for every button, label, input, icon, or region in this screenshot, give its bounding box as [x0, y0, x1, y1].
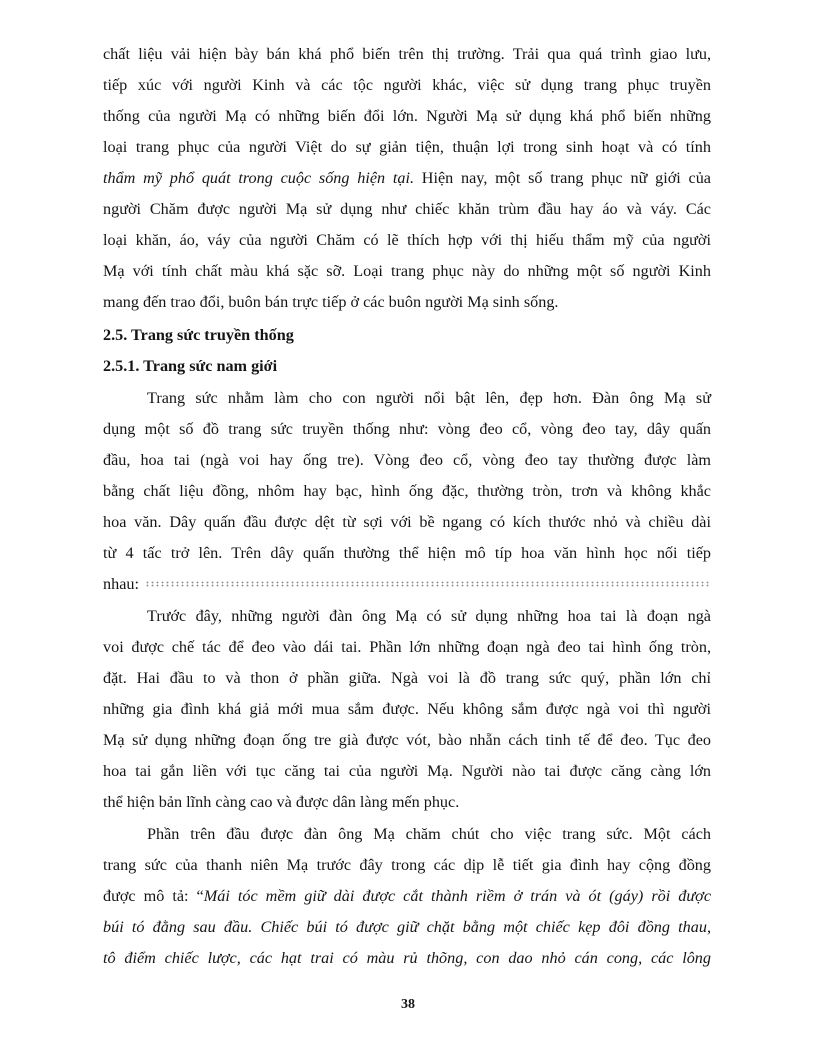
body-line: trang sức của thanh niên Mạ trước đây trong các dịp lễ tiết gia đình hay cộng đồng — [103, 856, 711, 874]
italic-phrase: thẩm mỹ phổ quát trong cuộc sống hiện tại. — [103, 169, 415, 187]
body-line: hoa văn. Dây quấn đầu được dệt từ sợi với bề ngang có kích thước nhỏ và chiều dài — [103, 513, 711, 531]
subsection-heading: 2.5.1. Trang sức nam giới — [103, 357, 278, 375]
body-line: Mạ với tính chất màu khá sặc sỡ. Loại trang phục này do những một số người Kinh — [103, 262, 711, 280]
body-line: từ 4 tấc trở lên. Trên dây quấn thường thể hiện mô típ hoa văn hình học nối tiếp — [103, 544, 711, 562]
body-line: voi được chế tác để đeo vào dái tai. Phần lớn những đoạn ngà đeo tai hình ống tròn, — [103, 638, 711, 656]
body-line — [103, 885, 711, 907]
body-line: Trước đây, những người đàn ông Mạ có sử dụng những hoa tai là đoạn ngà — [147, 607, 711, 625]
body-line: những gia đình khá giả mới mua sắm được. Nếu không sắm được ngà voi thì người — [103, 700, 711, 718]
body-line: hoa tai gắn liền với tục căng tai của người Mạ. Người nào tai được căng càng lớn — [103, 762, 711, 780]
body-line: tiếp xúc với người Kinh và các tộc người khác, việc sử dụng trang phục truyền — [103, 76, 711, 94]
body-line: bằng chất liệu đồng, nhôm hay bạc, hình ống đặc, thường tròn, trơn và không khắc — [103, 482, 711, 500]
body-line: thể hiện bản lĩnh càng cao và được dân làng mến phục. — [103, 793, 460, 811]
page-number: 38 — [401, 997, 415, 1012]
body-line — [103, 167, 711, 189]
body-line: người Chăm được người Mạ sử dụng như chiếc khăn trùm đầu hay áo và váy. Các — [103, 200, 711, 218]
quotation-text: Mái tóc mềm giữ dài được cắt thành riềm ở trán và ót (gáy) rồi được — [203, 887, 711, 905]
body-text: được mô tả: “ — [103, 887, 204, 905]
body-line: mang đến trao đổi, buôn bán trực tiếp ở các buôn người Mạ sinh sống. — [103, 293, 559, 311]
body-line: dụng một số đồ trang sức truyền thống như: vòng đeo cổ, vòng đeo tay, dây quấn — [103, 420, 711, 438]
quotation-line: búi tó đằng sau đầu. Chiếc búi tó được giữ chặt bằng một chiếc kẹp đôi đồng thau, — [103, 918, 711, 936]
body-line: loại trang phục của người Việt do sự giản tiện, thuận lợi trong sinh hoạt và có tính — [103, 138, 711, 156]
body-line: Trang sức nhằm làm cho con người nổi bật lên, đẹp hơn. Đàn ông Mạ sử — [147, 389, 711, 407]
section-heading: 2.5. Trang sức truyền thống — [103, 326, 294, 344]
body-line: Mạ sử dụng những đoạn ống tre già được vót, bào nhẵn cách tinh tế để đeo. Tục đeo — [103, 731, 711, 749]
body-line: Phần trên đầu được đàn ông Mạ chăm chút cho việc trang sức. Một cách — [147, 825, 711, 843]
quotation-line: tô điểm chiếc lược, các hạt trai có màu rủ thõng, con dao nhỏ cán cong, các lông — [103, 949, 711, 967]
body-line: loại khăn, áo, váy của người Chăm có lẽ thích hợp với thị hiếu thẩm mỹ của người — [103, 231, 711, 249]
body-text: Hiện nay, một số trang phục nữ giới của — [414, 169, 711, 187]
scan-noise — [145, 581, 711, 587]
body-line: chất liệu vải hiện bày bán khá phổ biến trên thị trường. Trải qua quá trình giao lưu, — [103, 45, 711, 63]
body-line: nhau: — [103, 575, 139, 593]
body-line: đặt. Hai đầu to và thon ở phần giữa. Ngà voi là đồ trang sức quý, phần lớn chỉ — [103, 669, 711, 687]
body-line: đầu, hoa tai (ngà voi hay ống tre). Vòng đeo cổ, vòng đeo tay thường được làm — [103, 451, 711, 469]
body-line: thống của người Mạ có những biến đổi lớn. Người Mạ sử dụng khá phổ biến những — [103, 107, 711, 125]
